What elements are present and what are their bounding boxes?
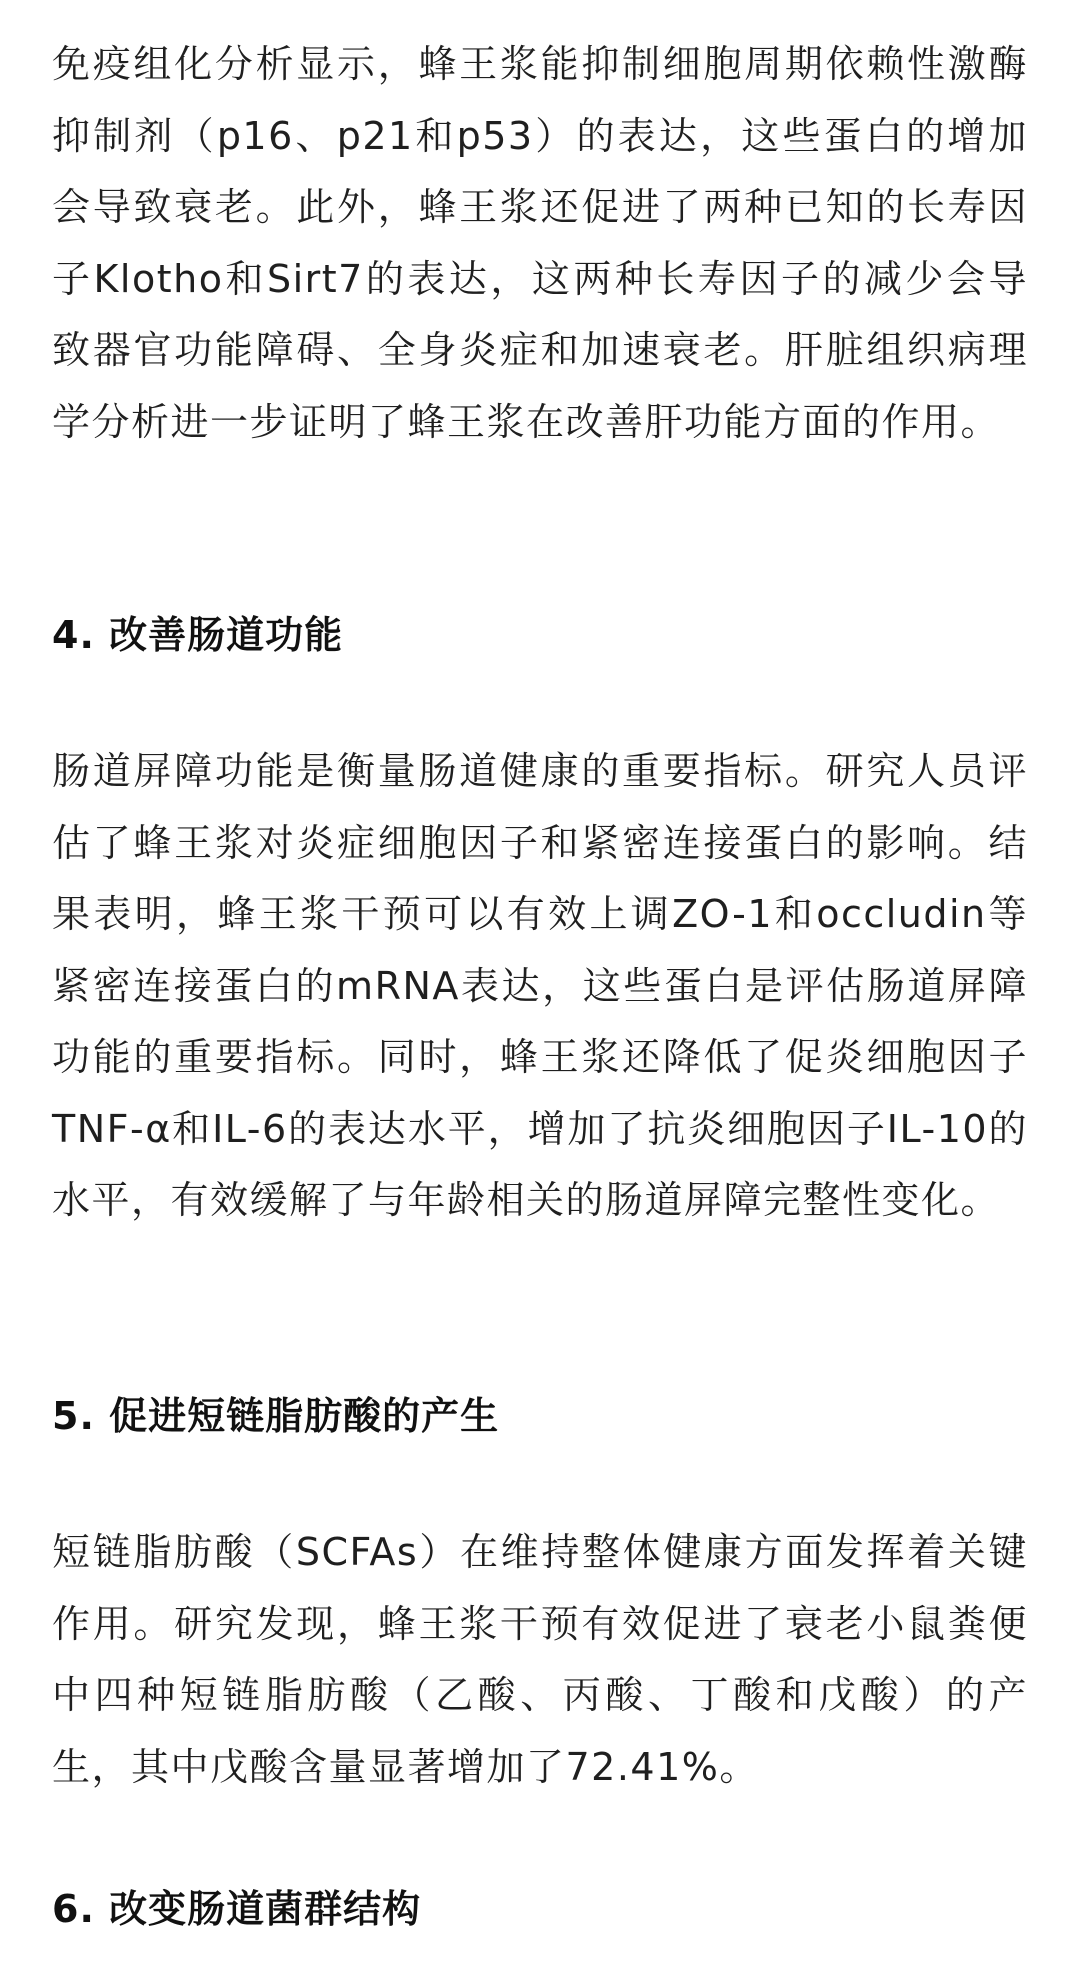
section-heading-scfa: 5. 促进短链脂肪酸的产生: [52, 1394, 500, 1438]
section-heading-gut-function: 4. 改善肠道功能: [52, 613, 344, 657]
paragraph-gut-barrier: 肠道屏障功能是衡量肠道健康的重要指标。研究人员评估了蜂王浆对炎症细胞因子和紧密连接蛋白的影响。结果表明，蜂王浆干预可以有效上调ZO-1和occludin等紧密连接蛋白的mRNA表达，这些蛋白是评估肠道屏障功能的重要指标。同时，蜂王浆还降低了促炎细胞因子TNF-α和IL-6的表达水平，增加了抗炎细胞因子IL-10的水平，有效缓解了与年龄相关的肠道屏障完整性变化。: [52, 749, 1028, 1222]
section-heading-gut-microbiota: 6. 改变肠道菌群结构: [52, 1887, 422, 1931]
paragraph-liver-aging: 免疫组化分析显示，蜂王浆能抑制细胞周期依赖性激酶抑制剂（p16、p21和p53）的表达，这些蛋白的增加会导致衰老。此外，蜂王浆还促进了两种已知的长寿因子Klotho和Sirt7的表达，这两种长寿因子的减少会导致器官功能障碍、全身炎症和加速衰老。肝脏组织病理学分析进一步证明了蜂王浆在改善肝功能方面的作用。: [52, 42, 1028, 444]
paragraph-scfa: 短链脂肪酸（SCFAs）在维持整体健康方面发挥着关键作用。研究发现，蜂王浆干预有效促进了衰老小鼠粪便中四种短链脂肪酸（乙酸、丙酸、丁酸和戊酸）的产生，其中戊酸含量显著增加了72.41%。: [52, 1530, 1028, 1789]
